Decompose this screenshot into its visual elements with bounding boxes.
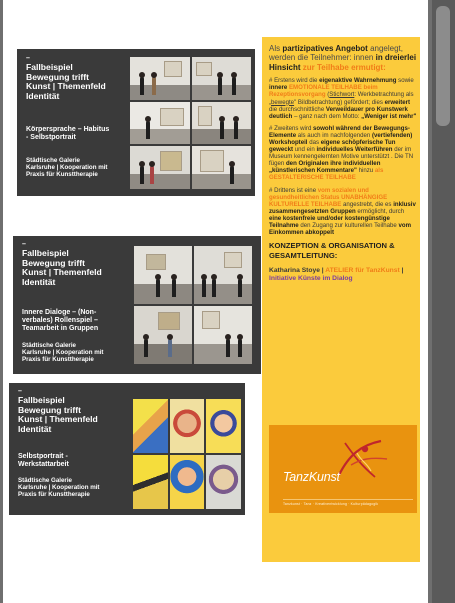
artwork-photo bbox=[206, 399, 241, 453]
gallery-photo bbox=[130, 146, 190, 189]
card-subtitle: Körpersprache – Habitus - Selbstportrait bbox=[26, 126, 110, 141]
point-two-paragraph: # Zweitens wird sowohl während der Bewegungs-Elemente als auch im nachfolgenden (vertiefenden) Workshopteil das eigene schöpferische Tun geweckt und ein individuelles Weiterführen der im Museum kennengelernten Motive unterstützt . Die TN fügen den Originalen ihre individuellen „künstlerischen Kommentare" hinzu als GESTALTERISCHE TEILHABE bbox=[269, 124, 414, 182]
dancer-icon bbox=[331, 435, 391, 481]
card-subtitle: Innere Dialoge – (Non- verbales) Rollenspiel – Teamarbeit in Gruppen bbox=[22, 309, 99, 332]
photo-grid bbox=[130, 57, 251, 189]
gallery-photo bbox=[130, 102, 190, 145]
gallery-photo bbox=[192, 102, 252, 145]
card-organization: Städtische Galerie Karlsruhe | Kooperation mit Praxis für Kunsttherapie bbox=[18, 477, 100, 498]
point-three-paragraph: # Drittens ist eine vom sozialen und gesundheitlichen Status UNABHÄNGIGE KULTURELLE TEILHABE angestrebt, die es inklusiv zusammengesetzten Gruppen ermöglicht, durch eine kostenfreie und/oder kostengünstige Teilnahme den Zugang zur kulturellen Teilhabe vom Einkommen abkoppelt bbox=[269, 186, 416, 237]
info-panel-text bbox=[269, 44, 417, 289]
case-card-3 bbox=[9, 383, 245, 515]
concept-heading: KONZEPTION & ORGANISATION & GESAMTLEITUNG: bbox=[269, 241, 395, 260]
artwork-grid bbox=[133, 399, 241, 509]
card-title: Fallbeispiel Bewegung trifft Kunst | Themenfeld Identität bbox=[26, 62, 106, 101]
gallery-photo bbox=[192, 146, 252, 189]
artwork-photo bbox=[133, 399, 168, 453]
point-one-paragraph: # Erstens wird die eigenaktive Wahrnehmung sowie innere EMOTIONALE TEILHABE beim Rezeptionsvorgang (Stichwort: Werkbetrachtung als „bewegte" Bildbetrachtung) gefördert; dies erweitert die durchschnittliche Verweildauer pro Kunstwerk deutlich – ganz nach dem Motto: „Weniger ist mehr" bbox=[269, 77, 417, 120]
case-card-2 bbox=[13, 236, 261, 374]
card-organization: Städtische Galerie Karlsruhe | Kooperation mit Praxis für Kunsttherapie bbox=[22, 342, 104, 363]
case-card-1 bbox=[17, 49, 255, 196]
card-dash: – bbox=[18, 388, 22, 395]
card-organization: Städtische Galerie Karlsruhe | Kooperation mit Praxis für Kunsttherapie bbox=[26, 157, 108, 178]
card-dash: – bbox=[22, 241, 26, 248]
photo-grid bbox=[134, 246, 252, 364]
logo-wordmark: TanzKunst bbox=[283, 470, 340, 484]
artwork-photo bbox=[170, 399, 205, 453]
artwork-photo bbox=[170, 455, 205, 509]
card-subtitle: Selbstportrait - Werkstattarbeit bbox=[18, 453, 69, 468]
gallery-photo bbox=[130, 57, 190, 100]
logo-divider bbox=[283, 499, 413, 500]
tanzkunst-logo bbox=[269, 425, 417, 513]
card-title: Fallbeispiel Bewegung trifft Kunst | Themenfeld Identität bbox=[22, 248, 102, 287]
intro-paragraph: Als partizipatives Angebot angelegt, werden die Teilnehmer: innen in dreierlei Hinsicht zur Teilhabe ermutigt: bbox=[269, 44, 417, 72]
card-dash: – bbox=[26, 55, 30, 62]
gallery-photo bbox=[192, 57, 252, 100]
artwork-photo bbox=[206, 455, 241, 509]
gallery-photo bbox=[134, 246, 192, 304]
card-title: Fallbeispiel Bewegung trifft Kunst | Themenfeld Identität bbox=[18, 395, 98, 434]
gallery-photo bbox=[194, 306, 252, 364]
logo-footer: Tanzkunst · Tanz · Kreativentwicklung · Kulturpädagogik bbox=[283, 502, 379, 506]
gallery-photo bbox=[134, 306, 192, 364]
artwork-photo bbox=[133, 455, 168, 509]
contact-line: Katharina Stoye | ATELIER für TanzKunst | Initiative Künste im Dialog bbox=[269, 267, 404, 283]
scrollbar-thumb[interactable] bbox=[436, 6, 450, 126]
gallery-photo bbox=[194, 246, 252, 304]
